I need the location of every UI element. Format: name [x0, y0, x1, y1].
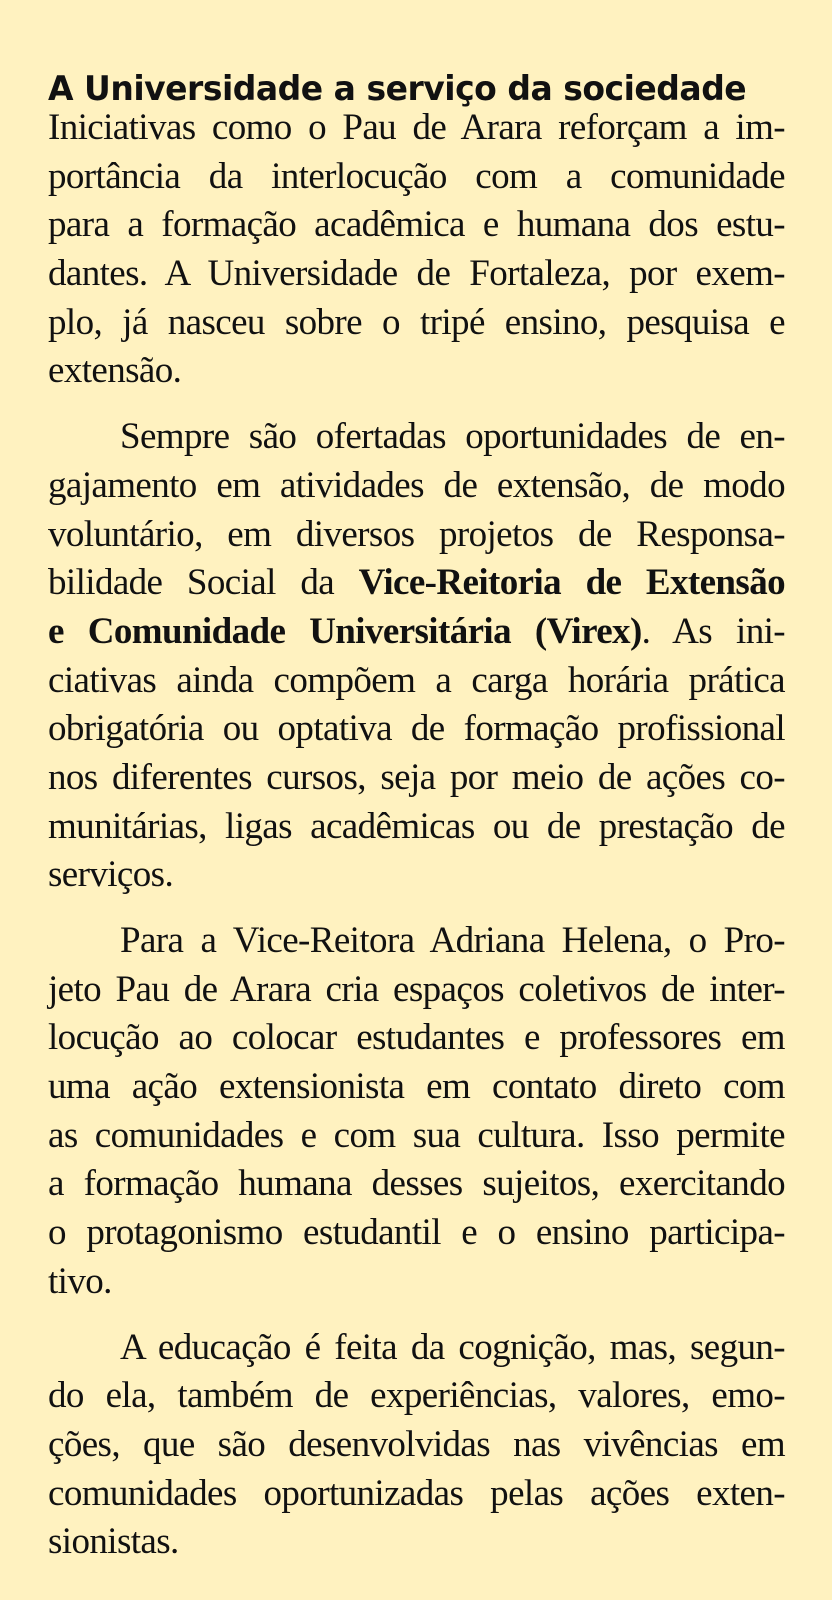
text-line: para a formação acadêmica e humana dos estu-	[48, 204, 785, 246]
text-line: voluntário, em diversos projetos de Responsa-	[48, 513, 785, 555]
text-line-mixed	[48, 608, 785, 657]
text-line: plo, já nasceu sobre o tripé ensino, pesquisa e	[48, 301, 785, 343]
text-line: jeto Pau de Arara cria espaços coletivos de inter-	[48, 968, 785, 1010]
paragraph-4	[48, 1324, 785, 1567]
text-line: A educação é feita da cognição, mas, segun-	[120, 1326, 785, 1368]
text-line: comunidades oportunizadas pelas ações exten-	[48, 1472, 785, 1514]
text-line: Sempre são ofertadas oportunidades de en-	[120, 416, 785, 458]
text-line: obrigatória ou optativa de formação profissional	[48, 708, 785, 750]
text-line: o protagonismo estudantil e o ensino participa-	[48, 1212, 785, 1254]
text-line: gajamento em atividades de extensão, de modo	[48, 464, 785, 506]
text-line: Iniciativas como o Pau de Arara reforçam a im-	[48, 107, 785, 148]
text-line: locução ao colocar estudantes e professores em	[48, 1017, 785, 1059]
text-line: portância da interlocução com a comunidade	[48, 155, 785, 197]
text-line: tivo.	[48, 1260, 112, 1302]
text-line: nos diferentes cursos, seja por meio de ações co-	[48, 756, 785, 798]
text-line: as comunidades e com sua cultura. Isso permite	[48, 1114, 785, 1156]
section-heading: A Universidade a serviço da sociedade	[48, 68, 747, 109]
text-line-mixed	[48, 559, 785, 608]
text-line: munitárias, ligas acadêmicas ou de prestação de	[48, 805, 785, 847]
article-body	[48, 104, 785, 1584]
text-run: . As ini-	[641, 610, 785, 652]
text-line: sionistas.	[48, 1521, 179, 1563]
bold-org-name: e Comunidade Universitária (Virex)	[48, 610, 642, 652]
text-line: serviços.	[48, 854, 174, 896]
text-line: dantes. A Universidade de Fortaleza, por exem-	[48, 253, 785, 295]
paragraph-3	[48, 917, 785, 1307]
text-line: a formação humana desses sujeitos, exercitando	[48, 1163, 785, 1205]
text-line: ções, que são desenvolvidas nas vivências em	[48, 1423, 785, 1465]
text-line: uma ação extensionista em contato direto com	[48, 1066, 785, 1108]
text-line: do ela, também de experiências, valores, emo-	[48, 1375, 785, 1417]
bold-org-name: Vice-Reitoria de Extensão	[358, 562, 785, 604]
paragraph-2	[48, 413, 785, 900]
text-run: bilidade Social da	[48, 562, 359, 604]
text-line: ciativas ainda compõem a carga horária prática	[48, 659, 785, 701]
text-line: Para a Vice-Reitora Adriana Helena, o Pro-	[120, 920, 785, 961]
paragraph-1	[48, 104, 785, 396]
text-line: extensão.	[48, 350, 182, 392]
